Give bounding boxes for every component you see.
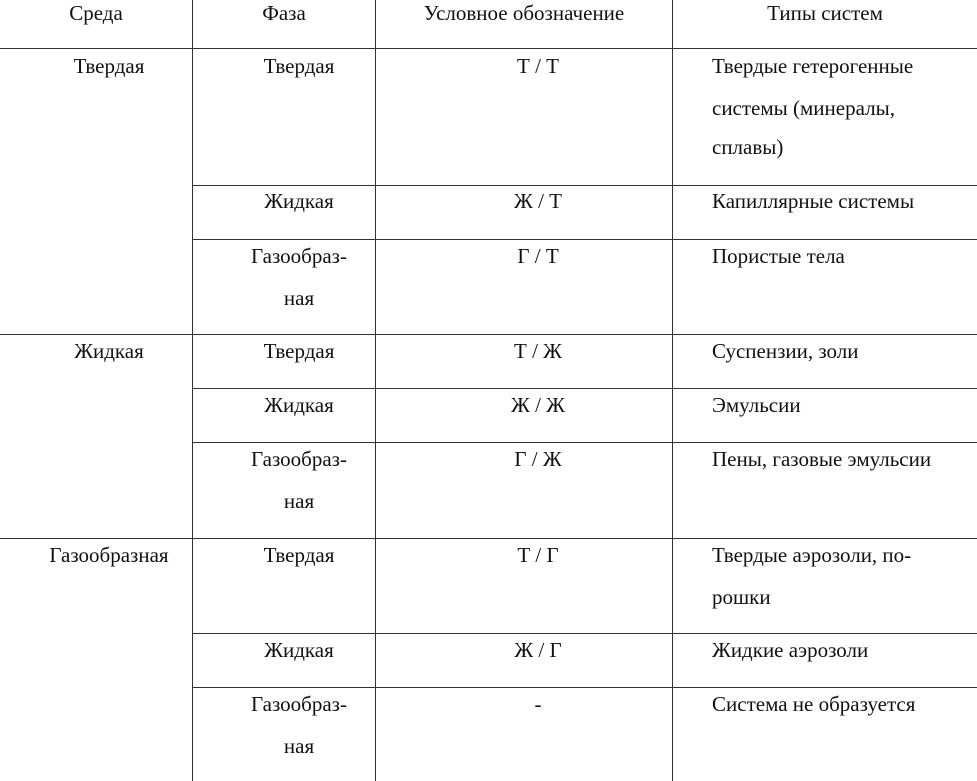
notation-cell: Ж / Г (514, 638, 562, 662)
phase-cell: Твердая (263, 543, 335, 567)
notation-cell: Т / Т (517, 54, 559, 78)
phase-cell-line: ная (283, 489, 315, 513)
phase-cell: Твердая (263, 339, 335, 363)
notation-cell: Ж / Ж (511, 393, 565, 417)
header-medium: Среда (69, 1, 123, 25)
notation-cell: Т / Ж (514, 339, 562, 363)
notation-cell: Г / Ж (514, 447, 562, 471)
notation-cell: - (534, 692, 542, 716)
notation-cell: Ж / Т (514, 189, 562, 213)
types-cell-line: Пены, газовые эмульсии (712, 447, 932, 471)
phase-cell-line: ная (283, 286, 315, 310)
phase-cell: Жидкая (264, 189, 334, 213)
notation-cell: Г / Т (517, 244, 559, 268)
types-cell-line: Твердые аэрозоли, по- (712, 543, 912, 567)
types-cell-line: Пористые тела (712, 244, 845, 268)
header-types: Типы систем (767, 1, 883, 25)
medium-cell: Газообразная (49, 543, 169, 567)
types-cell-line: Жидкие аэрозоли (712, 638, 869, 662)
phase-cell: Жидкая (264, 638, 334, 662)
phase-cell-line: Газообраз- (251, 244, 347, 268)
header-phase: Фаза (262, 1, 306, 25)
phase-cell: Жидкая (264, 393, 334, 417)
types-cell-line: Суспензии, золи (712, 339, 859, 363)
types-cell-line: Эмульсии (712, 393, 801, 417)
phase-cell-line: Газообраз- (251, 447, 347, 471)
medium-cell: Жидкая (74, 339, 144, 363)
header-notation: Условное обозначение (423, 1, 625, 25)
types-cell-line: рошки (712, 585, 771, 609)
types-cell-line: Система не образуется (712, 692, 916, 716)
phase-cell-line: ная (283, 734, 315, 758)
types-cell-line: Твердые гетерогенные (712, 54, 914, 78)
types-cell-line: системы (минералы, (712, 96, 895, 120)
types-cell-line: Капиллярные системы (712, 189, 915, 213)
types-cell-line: сплавы) (712, 135, 784, 159)
medium-cell: Твердая (73, 54, 145, 78)
phase-cell: Твердая (263, 54, 335, 78)
phase-cell-line: Газообраз- (251, 692, 347, 716)
notation-cell: Т / Г (517, 543, 559, 567)
